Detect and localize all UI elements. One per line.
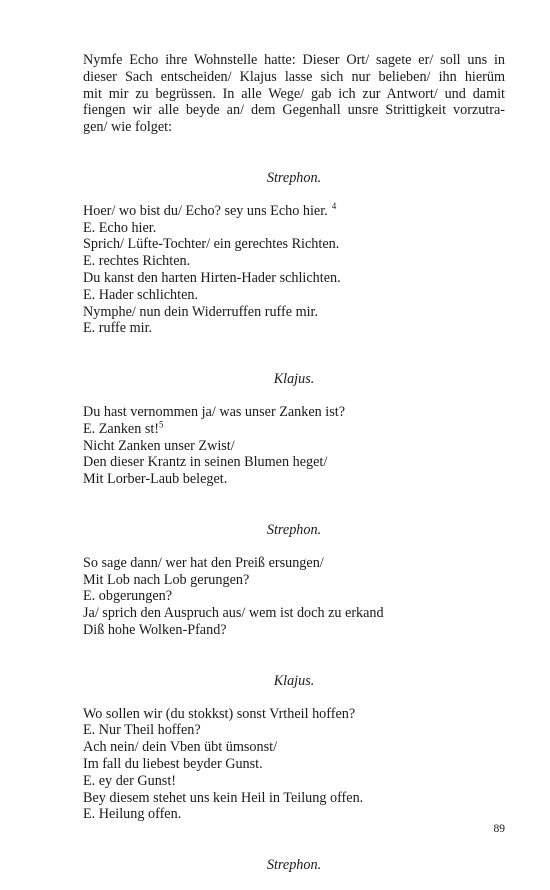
verse-line — [83, 304, 505, 321]
verse-text: E. Zanken st! — [83, 420, 160, 437]
dialogue — [83, 170, 505, 874]
verse-line — [83, 270, 505, 287]
intro-line: gen/ wie folget: — [83, 119, 173, 136]
verse-line — [83, 722, 505, 739]
verse-text: E. ey der Gunst! — [83, 772, 176, 789]
verse-text: E. rechtes Richten. — [83, 253, 191, 270]
verse-text: Ja/ sprich den Auspruch aus/ wem ist doch zu erkand — [83, 605, 384, 622]
verse-line — [83, 790, 505, 807]
speaker-heading: Strephon. — [266, 521, 322, 538]
verse-text: Du hast vernommen ja/ was unser Zanken ist? — [83, 403, 346, 420]
speaker-heading: Klajus. — [273, 672, 315, 689]
intro-line: dieser Sach entscheiden/ Klajus lasse sich nur belieben/ ihn hierüm — [83, 68, 505, 85]
verse-line — [83, 572, 505, 589]
verse-text: E. obgerungen? — [83, 588, 173, 605]
verse-text: Ach nein/ dein Vben übt ümsonst/ — [83, 739, 278, 756]
verse-line — [83, 203, 505, 220]
footnote-marker: 5 — [159, 419, 164, 430]
verse-line — [83, 806, 505, 823]
verse-line — [83, 404, 505, 421]
verse-line — [83, 253, 505, 270]
verse-text: Mit Lorber-Laub beleget. — [83, 471, 228, 488]
verse-text: Mit Lob nach Lob gerungen? — [83, 571, 250, 588]
verse-block — [83, 706, 505, 824]
verse-text: Hoer/ wo bist du/ Echo? sey uns Echo hier. — [83, 202, 328, 219]
verse-text: Nicht Zanken unser Zwist/ — [83, 437, 235, 454]
verse-text: Du kanst den harten Hirten-Hader schlichten. — [83, 269, 341, 286]
verse-text: Bey diesem stehet uns kein Heil in Teilung offen. — [83, 789, 364, 806]
verse-text: So sage dann/ wer hat den Preiß ersungen/ — [83, 554, 324, 571]
verse-line — [83, 236, 505, 253]
verse-text: E. Nur Theil hoffen? — [83, 722, 201, 739]
verse-line — [83, 438, 505, 455]
intro-line: fiengen wir alle beyde an/ dem Gegenhall unsre Strittigkeit vorzutra- — [83, 102, 505, 119]
verse-line — [83, 773, 505, 790]
verse-text: E. ruffe mir. — [83, 320, 153, 337]
page-number: 89 — [493, 823, 505, 835]
verse-block — [83, 203, 505, 337]
verse-line — [83, 622, 505, 639]
footnote-marker: 4 — [331, 201, 337, 212]
verse-line — [83, 706, 505, 723]
intro-paragraph — [83, 52, 505, 136]
verse-text: Den dieser Krantz in seinen Blumen heget/ — [83, 454, 328, 471]
verse-text: Im fall du liebest beyder Gunst. — [83, 755, 263, 772]
verse-line — [83, 756, 505, 773]
speaker-heading: Strephon. — [266, 857, 322, 874]
verse-line — [83, 739, 505, 756]
intro-line: mit mir zu begrüssen. In alle Wege/ gab ich zur Antwort/ und damit — [83, 85, 505, 102]
speaker-heading: Strephon. — [266, 169, 322, 186]
intro-line: Nymfe Echo ihre Wohnstelle hatte: Dieser Ort/ sagete er/ soll uns in — [83, 52, 505, 68]
verse-text: Sprich/ Lüfte-Tochter/ ein gerechtes Richten. — [83, 236, 340, 253]
verse-block — [83, 404, 505, 488]
verse-line — [83, 605, 505, 622]
verse-line — [83, 220, 505, 237]
verse-line — [83, 471, 505, 488]
verse-text: E. Echo hier. — [83, 219, 157, 236]
speaker-heading: Klajus. — [273, 371, 315, 388]
verse-line — [83, 421, 505, 438]
verse-text: Wo sollen wir (du stokkst) sonst Vrtheil hoffen? — [83, 705, 356, 722]
verse-text: Nymphe/ nun dein Widerruffen ruffe mir. — [83, 303, 319, 320]
verse-text: Diß hohe Wolken-Pfand? — [83, 621, 227, 638]
verse-line — [83, 555, 505, 572]
page-content — [83, 52, 505, 890]
verse-text: E. Hader schlichten. — [83, 286, 199, 303]
verse-line — [83, 454, 505, 471]
verse-line — [83, 287, 505, 304]
verse-block — [83, 555, 505, 639]
verse-line — [83, 320, 505, 337]
verse-text: E. Heilung offen. — [83, 806, 182, 823]
verse-line — [83, 588, 505, 605]
